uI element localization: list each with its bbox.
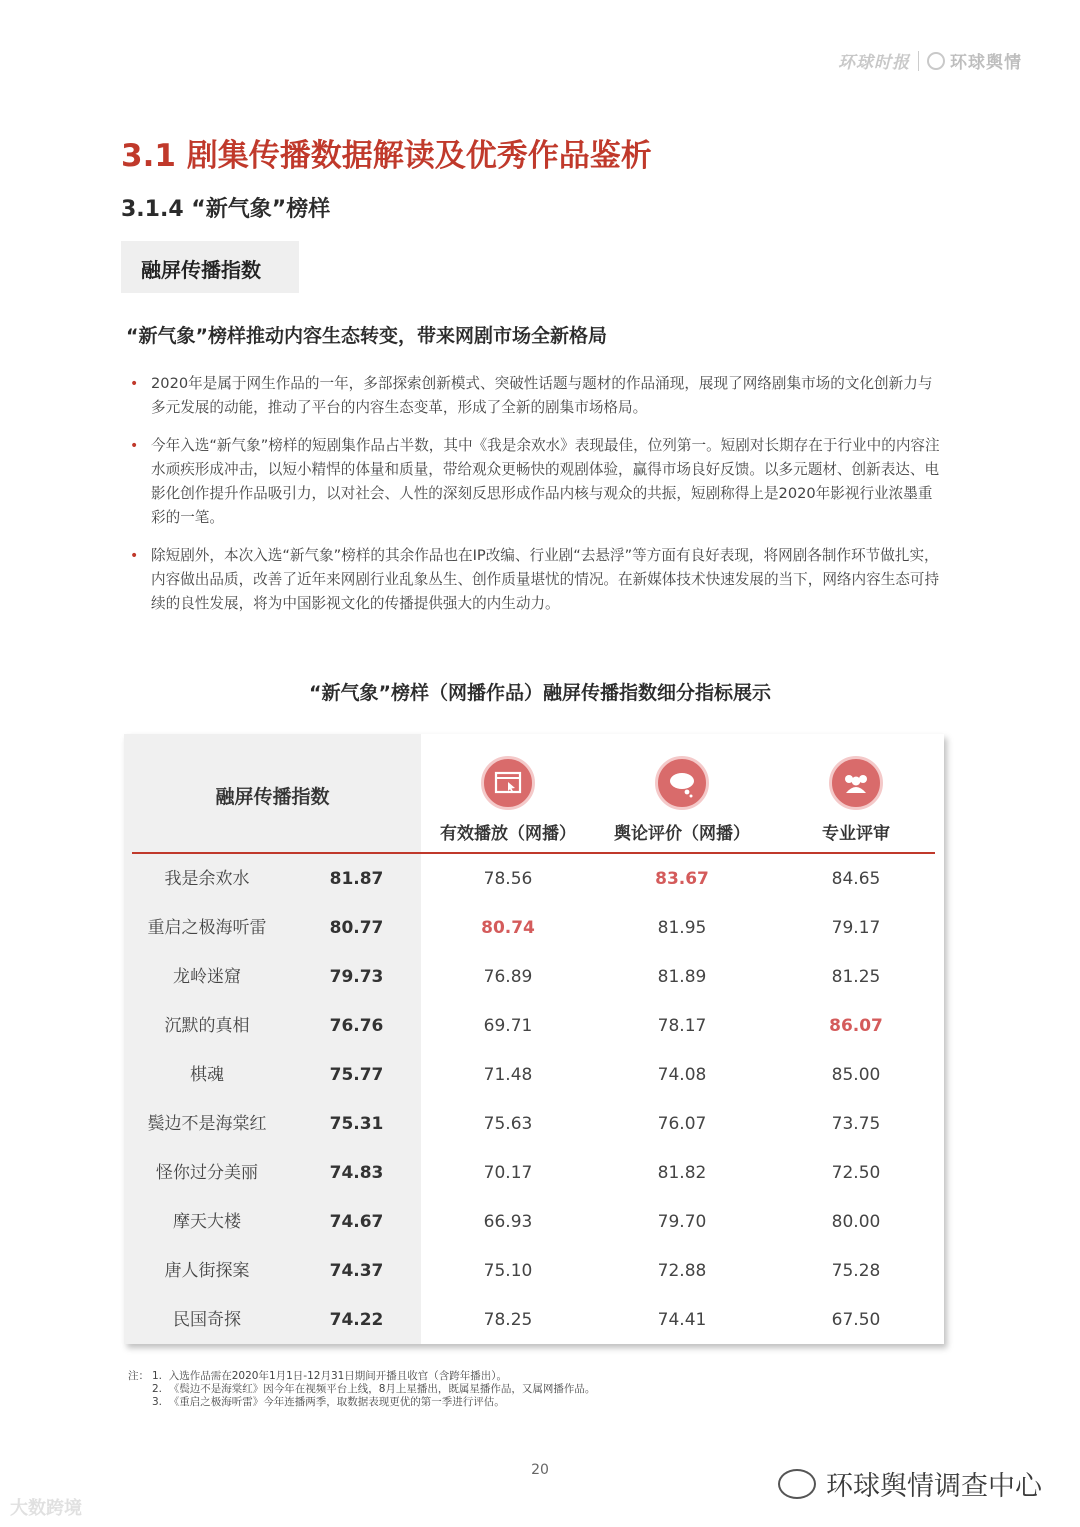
- browser-click-icon: [481, 756, 535, 810]
- metric-value: 75.10: [483, 1261, 533, 1281]
- globe-icon: [927, 52, 945, 70]
- metric-value: 76.89: [483, 967, 533, 987]
- drama-name: 棋魂: [190, 1065, 224, 1085]
- drama-name: 沉默的真相: [164, 1016, 250, 1036]
- metric-value: 83.67: [655, 869, 709, 889]
- metric-value: 78.56: [483, 869, 533, 889]
- watermark-right: 环球舆情调查中心: [778, 1464, 1042, 1503]
- index-score: 80.77: [329, 918, 384, 938]
- metric-value: 78.17: [657, 1016, 707, 1036]
- table-row: [124, 904, 944, 953]
- metric-value: 80.74: [481, 918, 535, 938]
- huanqiu-yuqing-logo: 环球舆情: [950, 53, 1022, 73]
- drama-name: 鬓边不是海棠红: [147, 1114, 267, 1134]
- logo-divider: [918, 51, 919, 71]
- footnote: 3. 《重启之极海听雷》今年连播两季，取数据表现更优的第一季进行评估。: [152, 1396, 505, 1408]
- metric-value: 73.75: [831, 1114, 881, 1134]
- table-head-label: 融屏传播指数: [215, 786, 330, 808]
- table-row: [124, 1247, 944, 1296]
- metric-value: 66.93: [483, 1212, 533, 1232]
- drama-name: 唐人街探案: [164, 1261, 250, 1281]
- section-title: 3.1 剧集传播数据解读及优秀作品鉴析: [121, 138, 652, 174]
- column-header-opinion: [595, 756, 769, 844]
- metric-value: 80.00: [831, 1212, 881, 1232]
- table-row: [124, 1198, 944, 1247]
- footnotes: [128, 1370, 595, 1409]
- metric-value: 76.07: [657, 1114, 707, 1134]
- table-row: [124, 1002, 944, 1051]
- metric-value: 81.82: [657, 1163, 707, 1183]
- drama-name: 重启之极海听雷: [147, 918, 267, 938]
- speech-bubble-icon: [655, 756, 709, 810]
- bullet-list: [128, 372, 943, 630]
- index-score: 75.31: [329, 1114, 384, 1134]
- table-title: “新气象”榜样（网播作品）融屏传播指数细分指标展示: [309, 682, 771, 704]
- column-header-label: 专业评审: [822, 824, 890, 844]
- column-header-label: 舆论评价（网播）: [614, 824, 750, 844]
- index-score: 76.76: [329, 1016, 384, 1036]
- page-number: 20: [531, 1462, 549, 1478]
- drama-name: 我是余欢水: [164, 869, 250, 889]
- index-table: [124, 734, 944, 1344]
- table-row: [124, 1296, 944, 1345]
- table-row: [124, 855, 944, 904]
- index-score: 74.83: [329, 1163, 384, 1183]
- index-score: 74.67: [329, 1212, 384, 1232]
- bullet-item: • 今年入选“新气象”榜样的短剧集作品占半数，其中《我是余欢水》表现最佳，位列第一。短剧对长期存在于行业中的内容注水顽疾形成冲击，以短小精悍的体量和质量，带给观众更畅快的观剧体验，赢得市场良好反馈。以多元题材、创新表达、电影化创作提升作品吸引力，以对社会、人性的深刻反思形成作品内核与观众的共振，短剧称得上是2020年影视行业浓墨重彩的一笔。: [128, 434, 943, 531]
- metric-value: 69.71: [483, 1016, 533, 1036]
- metric-value: 75.63: [483, 1114, 533, 1134]
- footnote: 2. 《鬓边不是海棠红》因今年在视频平台上线，8月上星播出，既属星播作品，又属网播作品。: [152, 1383, 596, 1395]
- metric-value: 74.41: [657, 1310, 707, 1330]
- metric-value: 79.70: [657, 1212, 707, 1232]
- table-row: [124, 953, 944, 1002]
- metric-value: 67.50: [831, 1310, 881, 1330]
- metric-value: 71.48: [483, 1065, 533, 1085]
- bullet-item: • 2020年是属于网生作品的一年，多部探索创新模式、突破性话题与题材的作品涌现，展现了网络剧集市场的文化创新力与多元发展的动能，推动了平台的内容生态变革，形成了全新的剧集市场格局。: [128, 372, 943, 421]
- metric-value: 81.89: [657, 967, 707, 987]
- metric-value: 84.65: [831, 869, 881, 889]
- drama-name: 龙岭迷窟: [173, 967, 241, 987]
- tag-label: 融屏传播指数: [141, 258, 261, 282]
- metric-value: 72.88: [657, 1261, 707, 1281]
- index-score: 74.37: [329, 1261, 384, 1281]
- column-header-expert: [769, 756, 943, 844]
- index-score: 75.77: [329, 1065, 384, 1085]
- metric-value: 75.28: [831, 1261, 881, 1281]
- index-score: 79.73: [329, 967, 384, 987]
- table-row: [124, 1100, 944, 1149]
- huanqiu-times-logo: 环球时报: [838, 53, 910, 73]
- metric-value: 72.50: [831, 1163, 881, 1183]
- watermark-left: 大数跨境: [10, 1498, 82, 1519]
- tag-box: [121, 241, 299, 293]
- metric-value: 79.17: [831, 918, 881, 938]
- table-row: [124, 1149, 944, 1198]
- bullet-item: • 除短剧外，本次入选“新气象”榜样的其余作品也在IP改编、行业剧“去悬浮”等方面有良好表现，将网剧各制作环节做扎实，内容做出品质，改善了近年来网剧行业乱象丛生、创作质量堪忧的情况。在新媒体技术快速发展的当下，网络内容生态可持续的良性发展，将为中国影视文化的传播提供强大的内生动力。: [128, 544, 943, 617]
- table-row: [124, 1051, 944, 1100]
- bullet-dot-icon: •: [130, 547, 139, 564]
- index-score: 81.87: [329, 869, 384, 889]
- footnote: 注： 1. 入选作品需在2020年1月1日-12月31日期间开播且收官（含跨年播出）。: [128, 1370, 508, 1382]
- lead-heading: “新气象”榜样推动内容生态转变，带来网剧市场全新格局: [126, 325, 607, 347]
- drama-name: 怪你过分美丽: [156, 1163, 258, 1183]
- metric-value: 70.17: [483, 1163, 533, 1183]
- header-divider: [132, 852, 935, 854]
- metric-value: 74.08: [657, 1065, 707, 1085]
- drama-name: 摩天大楼: [173, 1212, 241, 1232]
- metric-value: 81.95: [657, 918, 707, 938]
- metric-value: 81.25: [831, 967, 881, 987]
- bullet-dot-icon: •: [130, 376, 139, 392]
- column-header-play: [421, 756, 595, 844]
- metric-value: 78.25: [483, 1310, 533, 1330]
- people-group-icon: [829, 756, 883, 810]
- bullet-dot-icon: •: [130, 437, 139, 454]
- sub-title: 3.1.4 “新气象”榜样: [121, 197, 331, 222]
- index-score: 74.22: [329, 1310, 384, 1330]
- header-logo: [838, 48, 1022, 73]
- wechat-icon: [778, 1469, 816, 1499]
- metric-value: 85.00: [831, 1065, 881, 1085]
- metric-value: 86.07: [829, 1016, 883, 1036]
- drama-name: 民国奇探: [173, 1310, 241, 1330]
- column-header-label: 有效播放（网播）: [440, 824, 576, 844]
